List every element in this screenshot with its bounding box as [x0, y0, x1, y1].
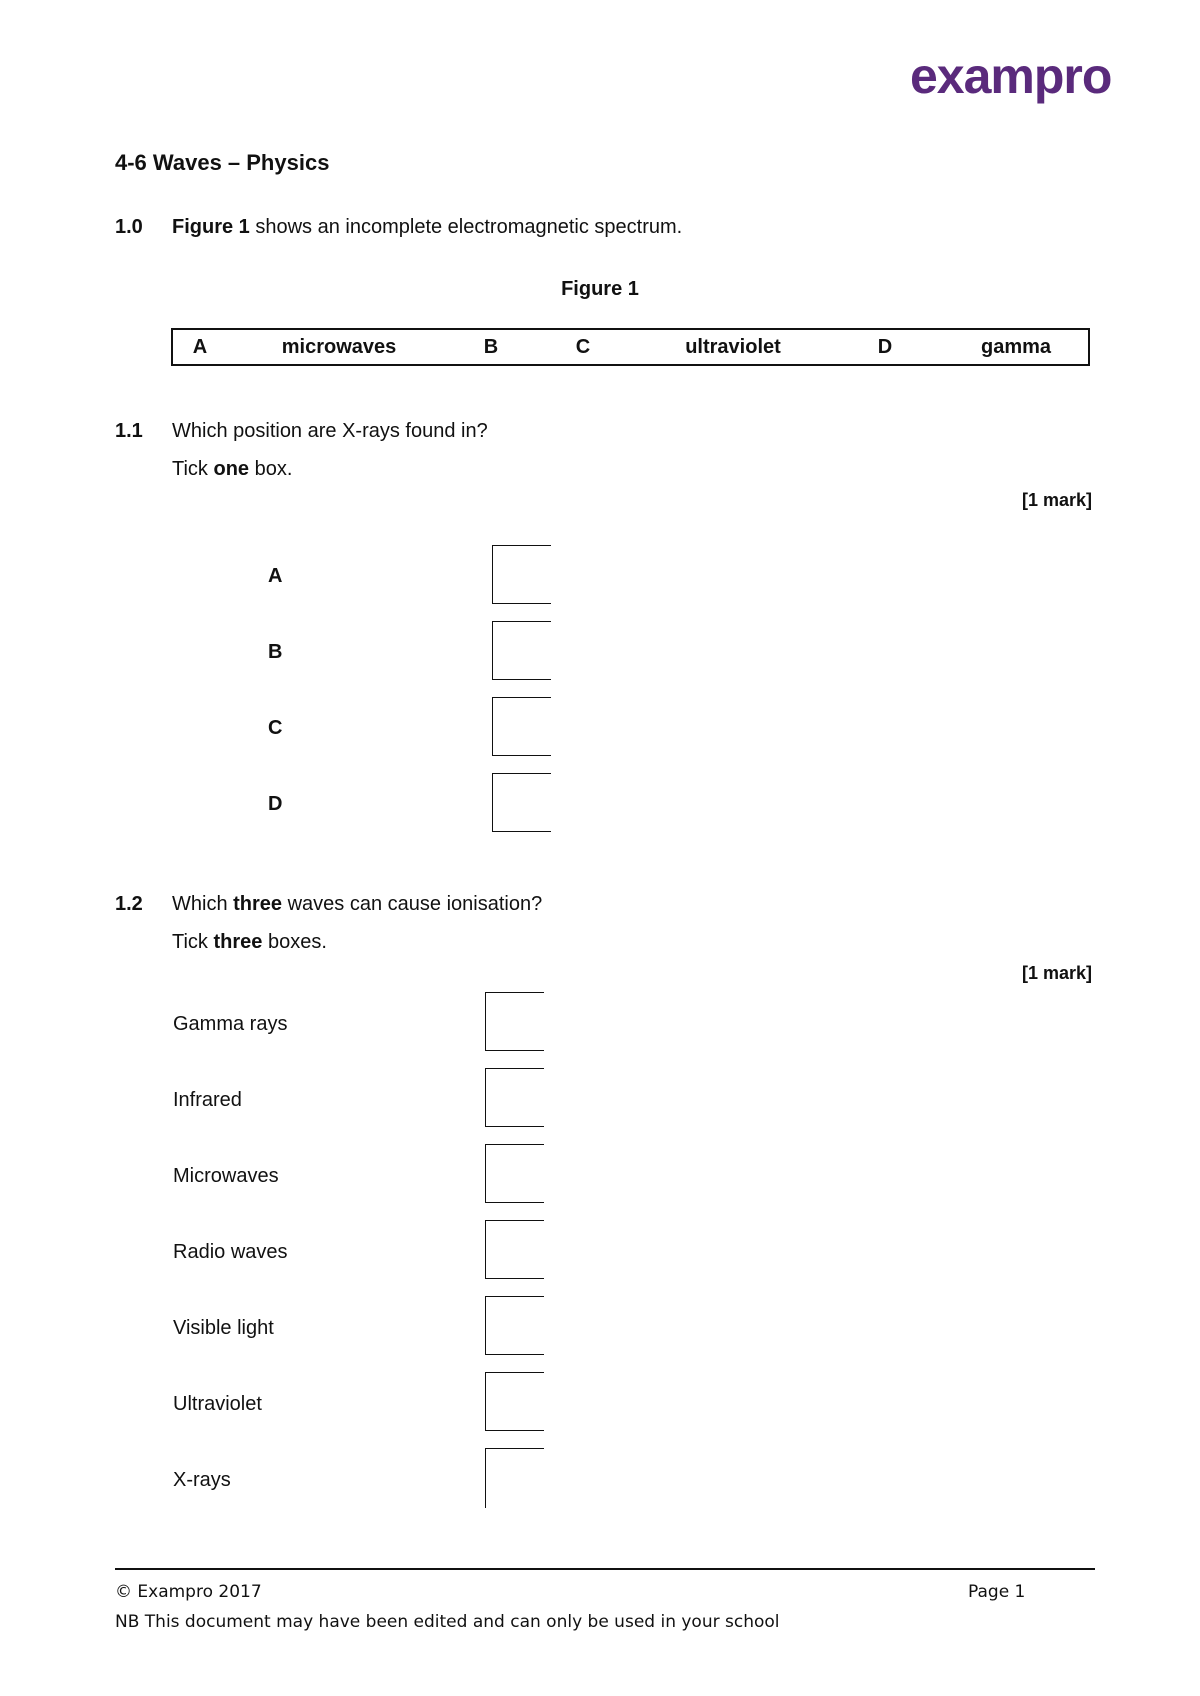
q11-checkbox-a[interactable]	[492, 545, 551, 604]
q10-text	[172, 216, 682, 239]
q12-checkbox-gamma-rays[interactable]	[485, 992, 544, 1051]
q12-tick-pre: Tick	[172, 931, 214, 953]
spectrum-cell: D	[877, 336, 893, 358]
q12-mark: [1 mark]	[1021, 963, 1092, 983]
q12-checkbox-x-rays[interactable]	[485, 1448, 544, 1508]
q11-option-label-c: C	[268, 717, 283, 739]
q11-option-label-d: D	[268, 793, 283, 815]
q12-question-post: waves can cause ionisation?	[282, 893, 543, 915]
q10-text-rest: shows an incomplete electromagnetic spectrum.	[249, 216, 683, 238]
footer-note: NB This document may have been edited and can only be used in your school	[115, 1612, 780, 1632]
q11-option-label-b: B	[268, 641, 283, 663]
page-title: 4-6 Waves – Physics	[115, 150, 330, 175]
q12-question	[172, 893, 542, 916]
figure-label: Figure 1	[561, 278, 639, 300]
spectrum-cell: microwaves	[281, 336, 397, 358]
q10-text-bold: Figure 1	[172, 216, 250, 238]
footer-copyright: © Exampro 2017	[115, 1582, 262, 1602]
q12-option-label: Infrared	[173, 1089, 242, 1111]
spectrum-cell: A	[192, 336, 208, 358]
q12-checkbox-ultraviolet[interactable]	[485, 1372, 544, 1431]
q12-option-label: Visible light	[173, 1317, 274, 1339]
q10-number: 1.0	[115, 216, 143, 238]
q12-checkbox-infrared[interactable]	[485, 1068, 544, 1127]
spectrum-table	[171, 328, 1090, 366]
logo-text: exampro	[910, 48, 1112, 104]
q11-question: Which position are X-rays found in?	[172, 420, 488, 442]
spectrum-cell: ultraviolet	[685, 336, 781, 358]
q11-checkbox-c[interactable]	[492, 697, 551, 756]
q12-option-label: Gamma rays	[173, 1013, 288, 1035]
q12-checkbox-microwaves[interactable]	[485, 1144, 544, 1203]
q12-option-label: X-rays	[173, 1469, 231, 1491]
footer-divider	[115, 1568, 1095, 1570]
q11-tick-pre: Tick	[172, 458, 214, 480]
q11-checkbox-d[interactable]	[492, 773, 551, 832]
q11-tick-post: box.	[249, 458, 293, 480]
q11-checkbox-b[interactable]	[492, 621, 551, 680]
footer-page-number: Page 1	[968, 1582, 1026, 1602]
q11-number: 1.1	[115, 420, 143, 442]
q12-tick-post: boxes.	[262, 931, 327, 953]
q11-instruction	[172, 458, 292, 481]
spectrum-cell: C	[575, 336, 591, 358]
q11-option-label-a: A	[268, 565, 283, 587]
q12-checkbox-radio-waves[interactable]	[485, 1220, 544, 1279]
q12-option-label: Ultraviolet	[173, 1393, 262, 1415]
q12-number: 1.2	[115, 893, 143, 915]
q12-question-bold: three	[233, 893, 283, 915]
q12-option-label: Radio waves	[173, 1241, 288, 1263]
q12-checkbox-visible-light[interactable]	[485, 1296, 544, 1355]
q12-instruction	[172, 931, 327, 954]
spectrum-cell: gamma	[980, 336, 1052, 358]
q11-tick-bold: one	[213, 458, 250, 480]
spectrum-cell: B	[483, 336, 499, 358]
q12-option-label: Microwaves	[173, 1165, 279, 1187]
exampro-logo	[910, 48, 1140, 118]
q12-question-pre: Which	[172, 893, 234, 915]
q12-tick-bold: three	[213, 931, 263, 953]
q11-mark: [1 mark]	[1021, 490, 1092, 510]
